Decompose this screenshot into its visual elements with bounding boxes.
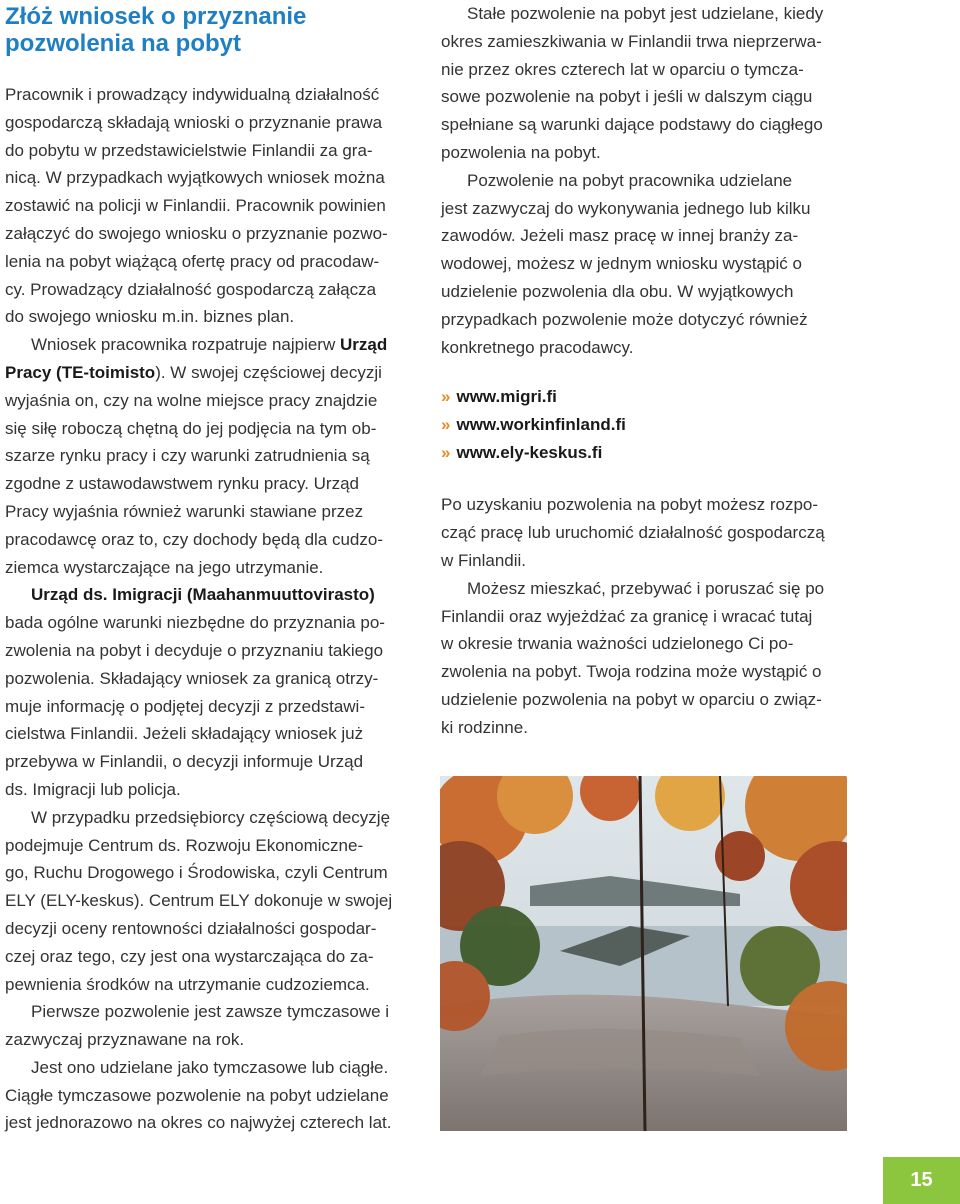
- page-number-badge: 15: [883, 1157, 960, 1204]
- autumn-lake-illustration: [440, 776, 847, 1131]
- link-text: www.ely-keskus.fi: [456, 443, 603, 463]
- link-list: [441, 383, 856, 467]
- chevron-right-icon: »: [441, 415, 449, 435]
- office-name-bold: Urząd: [339, 335, 388, 355]
- right-paragraph-3: Po uzyskaniu pozwolenia na pobyt możesz rozpo- cząć pracę lub uruchomić działalność gospodarczą w Finlandii.: [441, 495, 825, 570]
- chevron-right-icon: »: [441, 387, 449, 407]
- link-workinfinland[interactable]: [441, 411, 856, 439]
- left-paragraph-2: Wniosek pracownika rozpatruje najpierw Urząd Pracy (TE-toimisto). W swojej częściowej decyzji wyjaśnia on, czy na wolne miejsce pracy znajdzie się siłę roboczą chętną do jej podjęcia na tym ob- szarze rynku pracy i czy warunki zatrudnienia są zgodne z ustawodawstwem rynku pracy. Urząd Pracy wyjaśnia również warunki stawiane przez pracodawcę oraz to, czy dochody będą dla cudzo- ziemca wystarczające na jego utrzymanie.: [5, 335, 388, 577]
- landscape-photo: [440, 776, 847, 1131]
- left-paragraph-3: Urząd ds. Imigracji (Maahanmuuttovirasto) bada ogólne warunki niezbędne do przyznania po- zwolenia na pobyt i decyduje o przyznaniu takiego pozwolenia. Składający wniosek za granicą otrzy- muje informację o podjętej decyzji z przedstawi- cielstwa Finlandii. Jeżeli składający wniosek już przebywa w Finlandii, o decyzji informuje Urząd ds. Imigracji lub policja.: [5, 581, 413, 803]
- left-column: [5, 0, 413, 1137]
- left-paragraph-6: Jest ono udzielane jako tymczasowe lub ciągłe. Ciągłe tymczasowe pozwolenie na pobyt udzielane jest jednorazowo na okres co najwyżej czterech lat.: [5, 1057, 392, 1133]
- left-paragraph-1: Pracownik i prowadzący indywidualną działalność gospodarczą składają wnioski o przyznanie prawa do pobytu w przedstawicielstwie Finlandii za gra- nicą. W przypadkach wyjątkowych wniosek można zostawić na policji w Finlandii. Pracownik powinien załączyć do swojego wniosku o przyznanie pozwo- lenia na pobyt wiążącą ofertę pracy od pracodaw- cy. Prowadzący działalność gospodarczą załącza do swojego wniosku m.in. biznes plan.: [5, 85, 388, 327]
- link-text: www.workinfinland.fi: [456, 415, 626, 435]
- office-name-bold-2: Pracy (TE-toimisto: [5, 362, 156, 382]
- right-paragraph-1: Stałe pozwolenie na pobyt jest udzielane, kiedy okres zamieszkiwania w Finlandii trwa nieprzerwa- nie przez okres czterech lat w oparciu o tymcza- sowe pozwolenie na pobyt i jeśli w dalszym ciągu spełniane są warunki dające podstawy do ciągłego pozwolenia na pobyt.: [441, 4, 824, 162]
- left-paragraph-5: Pierwsze pozwolenie jest zawsze tymczasowe i zazwyczaj przyznawane na rok.: [5, 1002, 390, 1050]
- left-paragraph-4: W przypadku przedsiębiorcy częściową decyzję podejmuje Centrum ds. Rozwoju Ekonomiczne- go, Ruchu Drogowego i Środowiska, czyli Centrum ELY (ELY-keskus). Centrum ELY dokonuje w swojej decyzji oceny rentowności działalności gospodar- czej oraz tego, czy jest ona wystarczająca do za- pewnienia środków na utrzymanie cudzoziemca.: [5, 807, 393, 994]
- link-migri[interactable]: [441, 383, 856, 411]
- chevron-right-icon: »: [441, 443, 449, 463]
- page-title: [5, 3, 413, 57]
- immigration-office-bold: Urząd ds. Imigracji (Maahanmuuttovirasto): [31, 585, 375, 605]
- right-paragraph-4: Możesz mieszkać, przebywać i poruszać się po Finlandii oraz wyjeżdżać za granicę i wracać tutaj w okresie trwania ważności udzielonego Ci po- zwolenia na pobyt. Twoja rodzina może wystąpić o udzielenie pozwolenia na pobyt w oparciu o związ- ki rodzinne.: [441, 578, 825, 737]
- link-ely-keskus[interactable]: [441, 439, 856, 467]
- title-line-2: pozwolenia na pobyt: [5, 30, 242, 57]
- right-paragraph-2: Pozwolenie na pobyt pracownika udzielane jest zazwyczaj do wykonywania jednego lub kilku zawodów. Jeżeli masz pracę w innej branży za- wodowej, możesz w jednym wniosku wystąpić o udzielenie pozwolenia dla obu. W wyjątkowych przypadkach pozwolenie może dotyczyć również konkretnego pracodawcy.: [441, 170, 811, 357]
- link-text: www.migri.fi: [456, 387, 557, 407]
- right-column: [441, 0, 856, 742]
- title-line-1: Złóż wniosek o przyznanie: [5, 3, 307, 30]
